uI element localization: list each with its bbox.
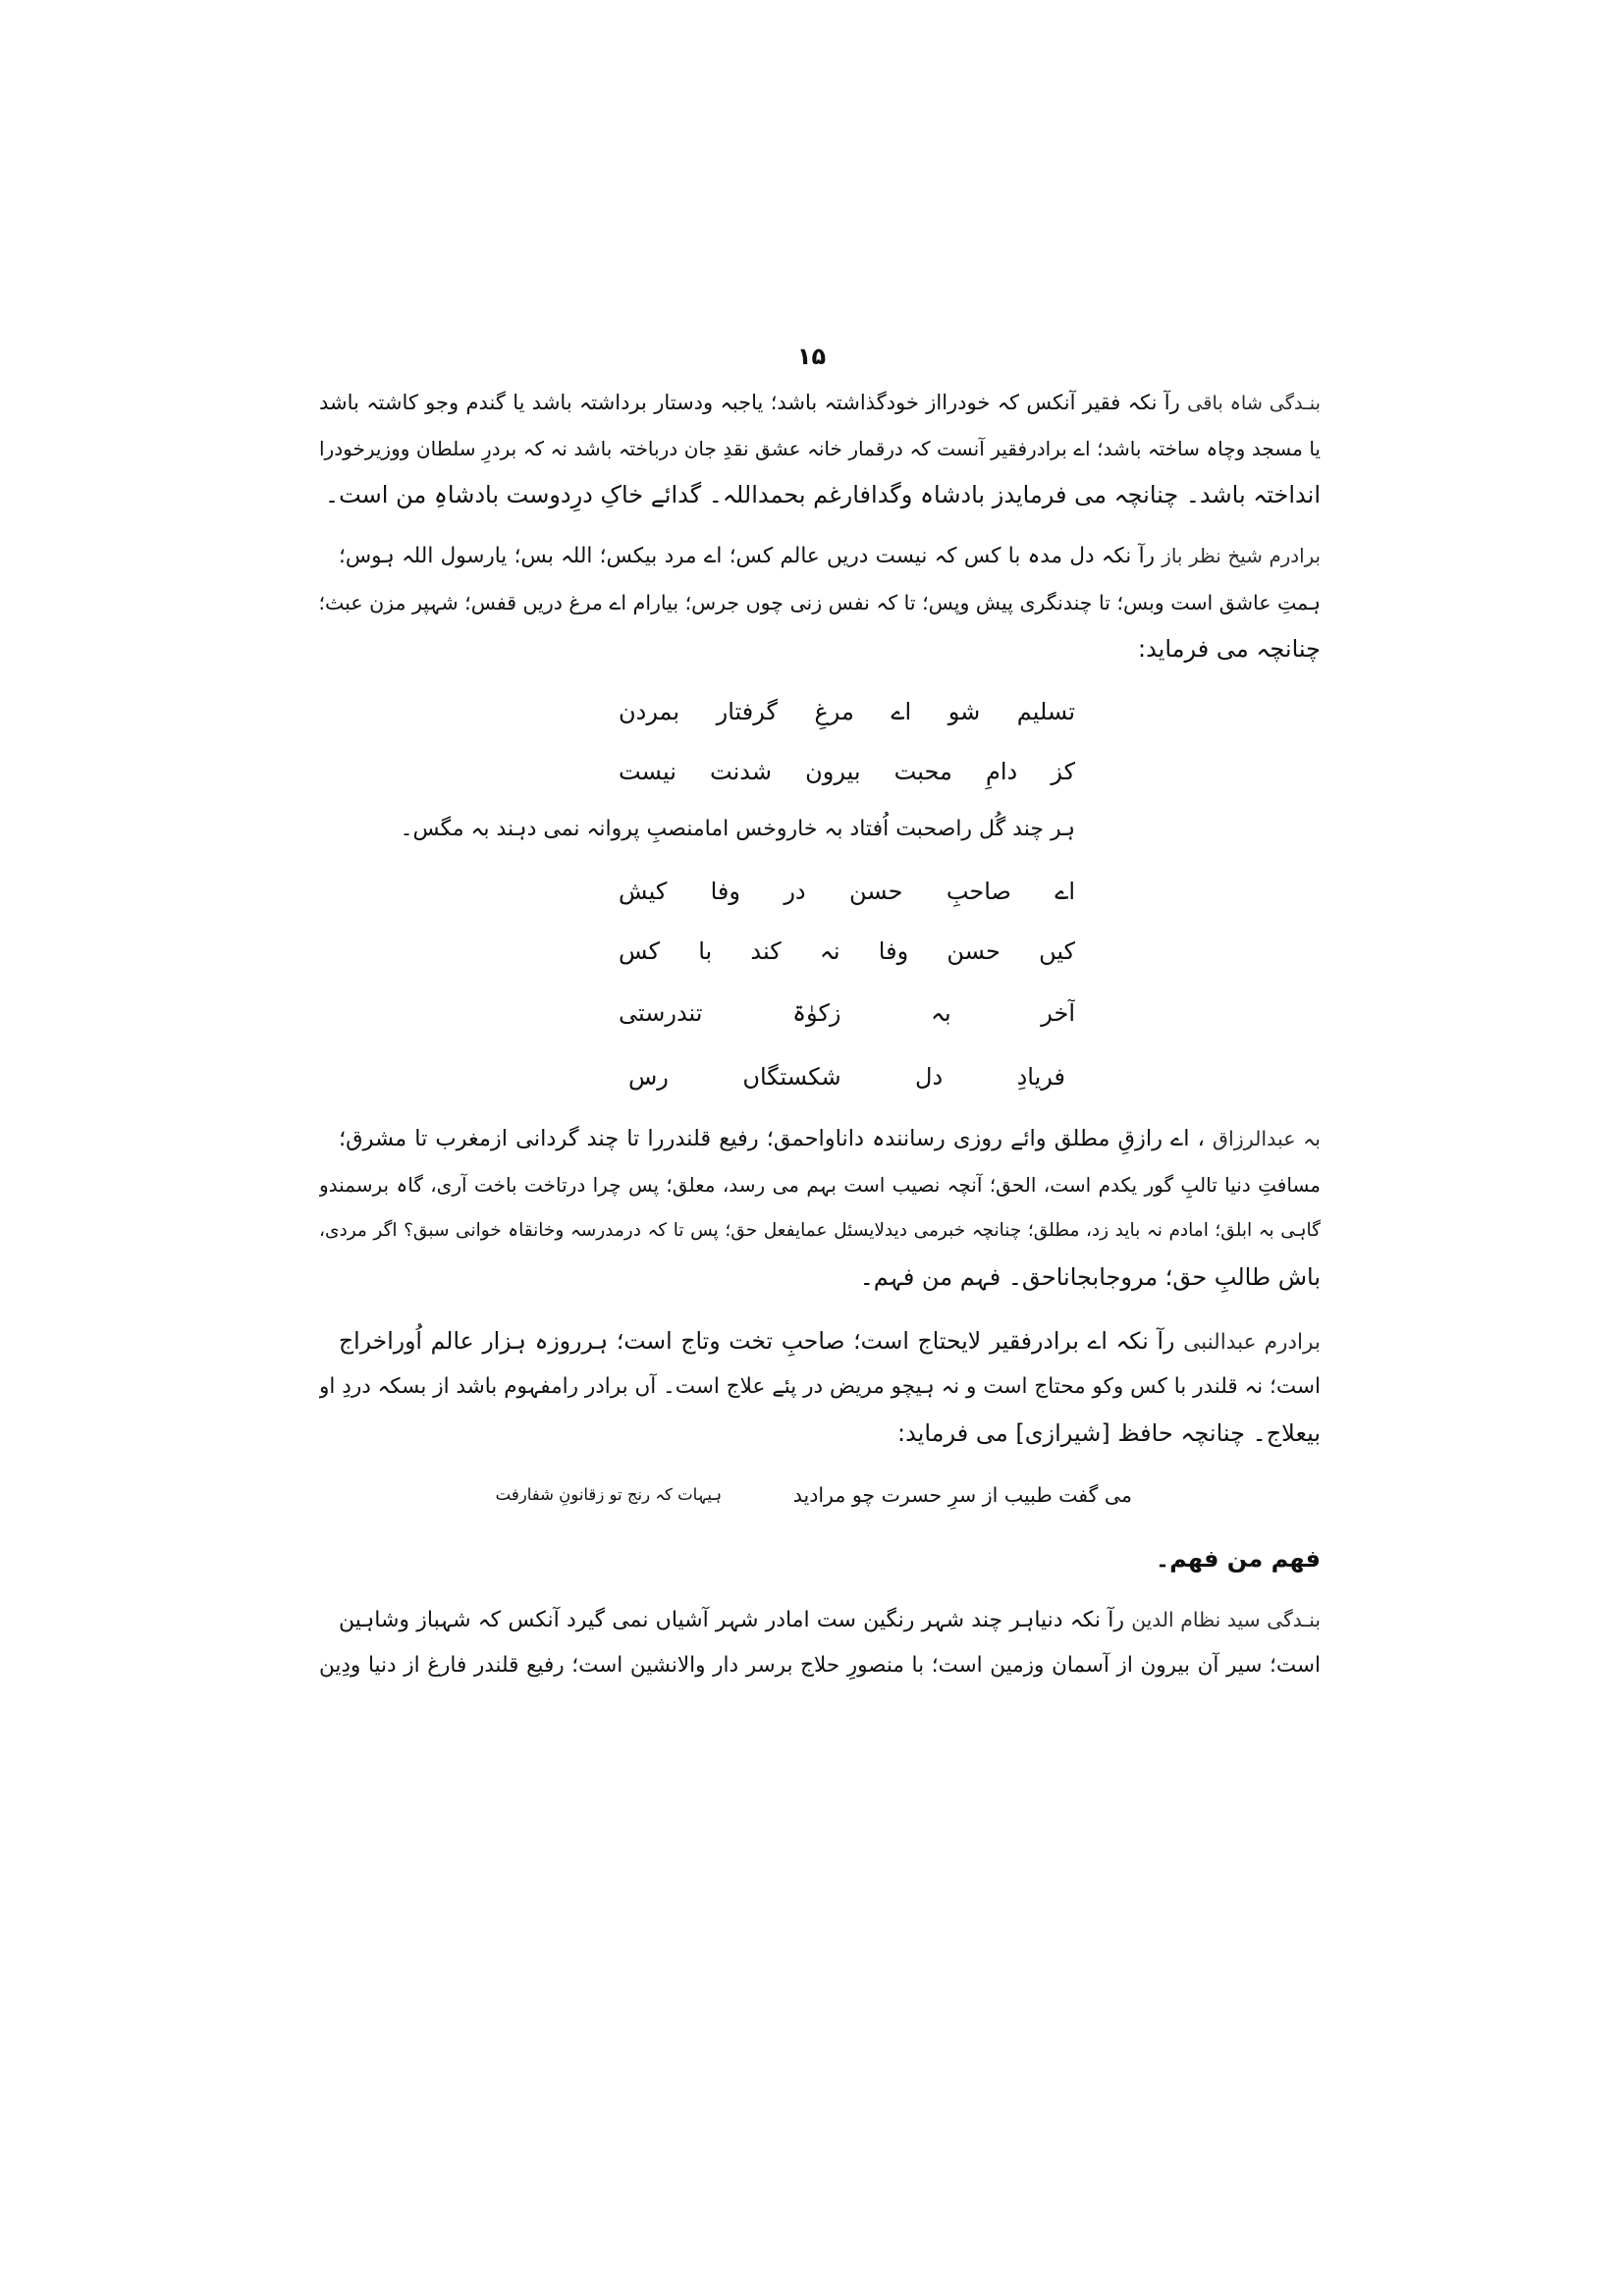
paragraph-text: رآ نکہ دل مدہ با کس کہ نیست دریں عالم کس؛ اے مرد بیکس؛ اللہ بس؛ یارسول اللہ ہوس؛ bbox=[339, 544, 1155, 568]
paragraph-line: انداختہ باشد۔ چنانچہ می فرمایدز بادشاہ وگدافارغم بحمداللہ۔ گدائے خاکِ درِدوست بادشاہِ من است۔ bbox=[325, 481, 1321, 508]
paragraph-lead: برادرم شیخ نظر باز bbox=[1162, 545, 1321, 567]
verse-line: کز دامِ محبت بیرون شدنت نیست bbox=[619, 758, 1075, 785]
paragraph-line: باش طالبِ حق؛ مروجابجاناحق۔ فہم من فہم۔ bbox=[859, 1263, 1321, 1291]
paragraph-lead: برادرم عبدالنبی bbox=[1183, 1330, 1321, 1355]
paragraph-line: ہمتِ عاشق است وبس؛ تا چندنگری پیش وپس؛ تا کہ نفس زنی چوں جرس؛ بیارام اے مرغ دریں قفس؛ شہپر مزن عبث؛ bbox=[319, 591, 1321, 614]
paragraph-text: رآ نکہ اے برادرفقیر لایحتاج است؛ صاحبِ تخت وتاج است؛ ہرروزہ ہزار عالم اُوراخراج bbox=[339, 1327, 1175, 1355]
paragraph-text: رآ نکہ فقیر آنکس کہ خودرااز خودگذاشتہ باشد؛ یاجبہ ودستار برداشتہ باشد یا گندم وجو کاشتہ باشد bbox=[319, 391, 1180, 414]
verse-line: تسلیم شو اے مرغِ گرفتار بمردن bbox=[619, 698, 1075, 725]
paragraph-line bbox=[319, 383, 1321, 422]
paragraph-line bbox=[339, 1321, 1321, 1361]
verse-line: کیں حسن وفا نہ کند با کس bbox=[619, 937, 1075, 965]
paragraph-line: است؛ سیر آن بیرون از آسمان وزمین است؛ با منصورِ حلاج برسر دار والانشین است؛ رفیع قلندر فارغ از دنیا ودِین bbox=[319, 1653, 1321, 1678]
paragraph-line: بیعلاج۔ چنانچہ حافظ [شیرازی] می فرماید: bbox=[896, 1419, 1321, 1447]
paragraph-text: رآ نکہ دنیاہر چند شہر رنگین ست امادر شہر آشیاں نمی گیرد آنکس کہ شہباز وشاہین bbox=[339, 1608, 1124, 1632]
paragraph-line bbox=[339, 1600, 1321, 1639]
paragraph-lead: بنـدگی سید نظام الدین bbox=[1131, 1608, 1321, 1631]
paragraph-line: چنانچہ می فرماید: bbox=[1138, 635, 1321, 663]
verse-line: اے صاحبِ حسن در وفا کیش bbox=[619, 878, 1075, 905]
paragraph-text: ، اے رازقِ مطلق وائے روزی رسانندہ داناواحمق؛ رفیع قلندررا تا چند گردانی ازمغرب تا مشرق؛ bbox=[339, 1126, 1205, 1151]
paragraph-line: مسافتِ دنیا تالبِ گور یکدم است، الحق؛ آنچہ نصیب است بہم می رسد، معلق؛ پس چرا درتاخت باخت آری، گاہ برسمندو bbox=[319, 1173, 1321, 1197]
verse-hemistich: می گفت طبیب از سرِ حسرت چو مرادید bbox=[793, 1483, 1132, 1507]
paragraph-line bbox=[339, 1119, 1321, 1158]
verse-hemistich: ہیہات کہ رنج تو زقانونِ شفارفت bbox=[496, 1485, 722, 1504]
paragraph-line: است؛ نہ قلندر با کس وکو محتاج است و نہ ہیچو مریض در پئے علاج است۔ آں برادر رامفہوم باشد از بسکہ دردِ او bbox=[319, 1374, 1321, 1399]
section-heading: فهم من فهم۔ bbox=[1156, 1545, 1321, 1573]
paragraph-line: گاہی بہ ابلق؛ امادم نہ باید زد، مطلق؛ چنانچہ خبرمی دیدلایسئل عمایفعل حق؛ پس تا کہ درمدرسہ وخانقاہ خوانی سبق؟ اگر مردی، bbox=[319, 1220, 1321, 1241]
paragraph-line: یا مسجد وچاہ ساختہ باشد؛ اے برادرفقیر آنست کہ درقمار خانہ عشق نقدِ جان درباختہ باشد نہ کہ بردرِ سلطان ووزیرخودرا bbox=[319, 437, 1321, 460]
verse-line: ہر چند گُل راصحبت اُفتاد بہ خاروخس امامنصبِ پروانہ نمی دہند بہ مگس۔ bbox=[400, 817, 1075, 841]
verse-line: آخر بہ زکوٰۃ تندرستی bbox=[619, 999, 1075, 1027]
paragraph-lead: بنـدگی شاہ باقی bbox=[1187, 392, 1321, 414]
page-number: ۱۵ bbox=[796, 343, 827, 370]
paragraph-lead: بہ عبدالرزاق bbox=[1212, 1127, 1321, 1150]
verse-line: فریادِ دل شکستگاں رس bbox=[628, 1063, 1065, 1091]
paragraph-line bbox=[339, 537, 1321, 576]
